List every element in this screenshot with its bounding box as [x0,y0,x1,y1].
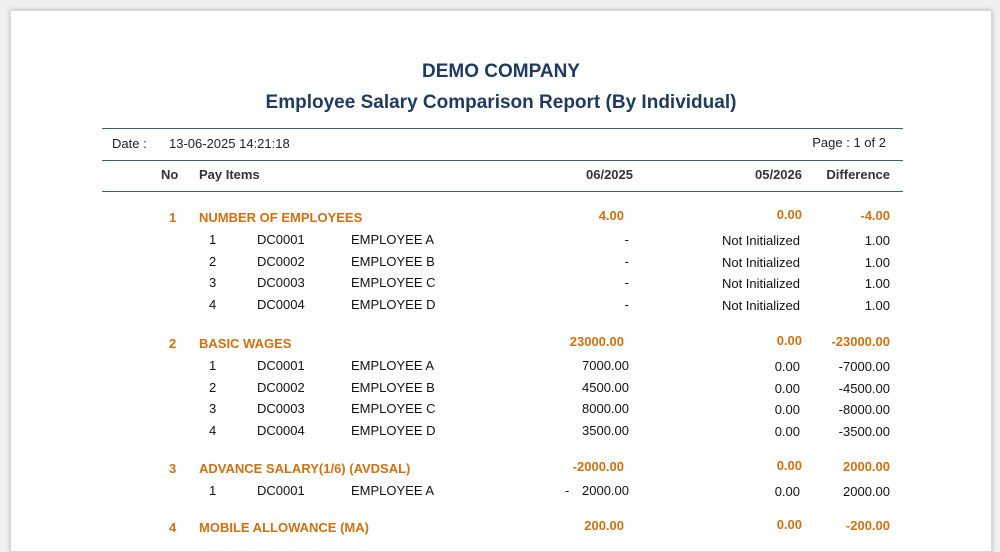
report-page [10,10,992,552]
column-header-no: No [161,167,179,182]
detail-period-1-value: - [624,275,629,290]
detail-period-2-value: 0.00 [774,380,800,396]
employee-code: DC0002 [257,379,305,395]
header-top-rule [102,128,903,129]
date-label: Date : [112,136,147,151]
detail-period-1-value: 2000.00 [582,483,629,498]
group-name: MOBILE ALLOWANCE (MA) [199,520,369,535]
group-period-2-total: 0.00 [776,517,802,532]
group-number: 1 [169,210,177,225]
detail-period-2-value: Not Initialized [721,254,800,270]
detail-difference-value: -4500.00 [838,380,890,396]
date-value: 13-06-2025 14:21:18 [169,136,290,151]
employee-code: DC0001 [257,232,305,247]
detail-difference-value: 1.00 [864,297,890,313]
group-period-2-total: 0.00 [776,207,802,222]
detail-difference-value: 2000.00 [843,484,890,499]
group-difference-total: -23000.00 [831,334,890,349]
page-indicator: Page : 1 of 2 [812,135,886,150]
group-difference-total: 2000.00 [843,459,890,474]
employee-name: EMPLOYEE D [351,296,436,312]
detail-row-number: 1 [209,483,217,498]
employee-code: DC0003 [257,401,305,416]
detail-difference-value: -3500.00 [838,423,890,439]
detail-period-2-value: 0.00 [774,423,800,439]
employee-code: DC0001 [257,483,305,498]
company-name: DEMO COMPANY [422,61,580,82]
group-name: NUMBER OF EMPLOYEES [199,210,363,225]
detail-period-1-value: - [624,253,629,269]
detail-difference-value: 1.00 [864,276,890,291]
detail-period-2-value: 0.00 [774,402,800,417]
employee-name: EMPLOYEE A [351,232,435,247]
employee-name: EMPLOYEE C [351,401,436,416]
detail-row-number: 4 [209,296,217,312]
employee-name: EMPLOYEE B [351,253,435,269]
employee-name: EMPLOYEE A [351,483,435,498]
group-difference-total: -200.00 [845,518,890,533]
employee-name: EMPLOYEE A [351,358,435,373]
group-period-1-total: -2000.00 [572,459,624,474]
column-header-difference: Difference [826,167,890,182]
group-number: 3 [169,461,177,476]
group-period-1-total: 200.00 [584,518,624,533]
report-title: Employee Salary Comparison Report (By Individual) [265,92,737,113]
detail-row-number: 4 [209,422,217,438]
group-difference-total: -4.00 [860,208,890,223]
detail-row-number: 1 [209,232,217,247]
detail-period-1-value: - [624,232,629,247]
column-header-pay-items: Pay Items [199,167,260,182]
period-1-sign: - [565,483,570,498]
detail-row-number: 1 [209,358,217,373]
column-header-period-1: 06/2025 [586,167,633,182]
detail-period-2-value: Not Initialized [721,297,800,313]
detail-difference-value: 1.00 [864,233,890,248]
employee-name: EMPLOYEE B [351,379,435,395]
group-name: ADVANCE SALARY(1/6) (AVDSAL) [199,461,411,476]
detail-period-1-value: 3500.00 [582,422,629,438]
header-mid-rule [102,160,903,161]
group-number: 2 [169,336,177,351]
employee-code: DC0003 [257,275,305,290]
employee-code: DC0004 [257,422,305,438]
detail-period-2-value: Not Initialized [721,233,800,248]
employee-code: DC0001 [257,358,305,373]
detail-period-1-value: 7000.00 [582,358,629,373]
employee-name: EMPLOYEE D [351,422,436,438]
detail-row-number: 2 [209,253,217,269]
employee-code: DC0002 [257,253,305,269]
detail-difference-value: 1.00 [864,254,890,270]
detail-period-2-value: 0.00 [774,359,800,374]
group-period-2-total: 0.00 [776,333,802,348]
detail-period-2-value: Not Initialized [721,276,800,291]
detail-row-number: 3 [209,275,217,290]
group-period-1-total: 4.00 [598,208,624,223]
employee-code: DC0004 [257,296,305,312]
detail-row-number: 3 [209,401,217,416]
employee-name: EMPLOYEE C [351,275,436,290]
detail-difference-value: -7000.00 [838,359,890,374]
group-period-1-total: 23000.00 [569,334,624,349]
detail-difference-value: -8000.00 [838,402,890,417]
group-number: 4 [169,520,177,535]
column-header-period-2: 05/2026 [755,167,802,182]
group-period-2-total: 0.00 [776,458,802,473]
detail-period-2-value: 0.00 [774,484,800,499]
header-bottom-rule [102,191,903,192]
group-name: BASIC WAGES [199,336,292,351]
detail-period-1-value: - [624,296,629,312]
detail-period-1-value: 8000.00 [582,401,629,416]
detail-row-number: 2 [209,379,217,395]
detail-period-1-value: 4500.00 [582,379,629,395]
